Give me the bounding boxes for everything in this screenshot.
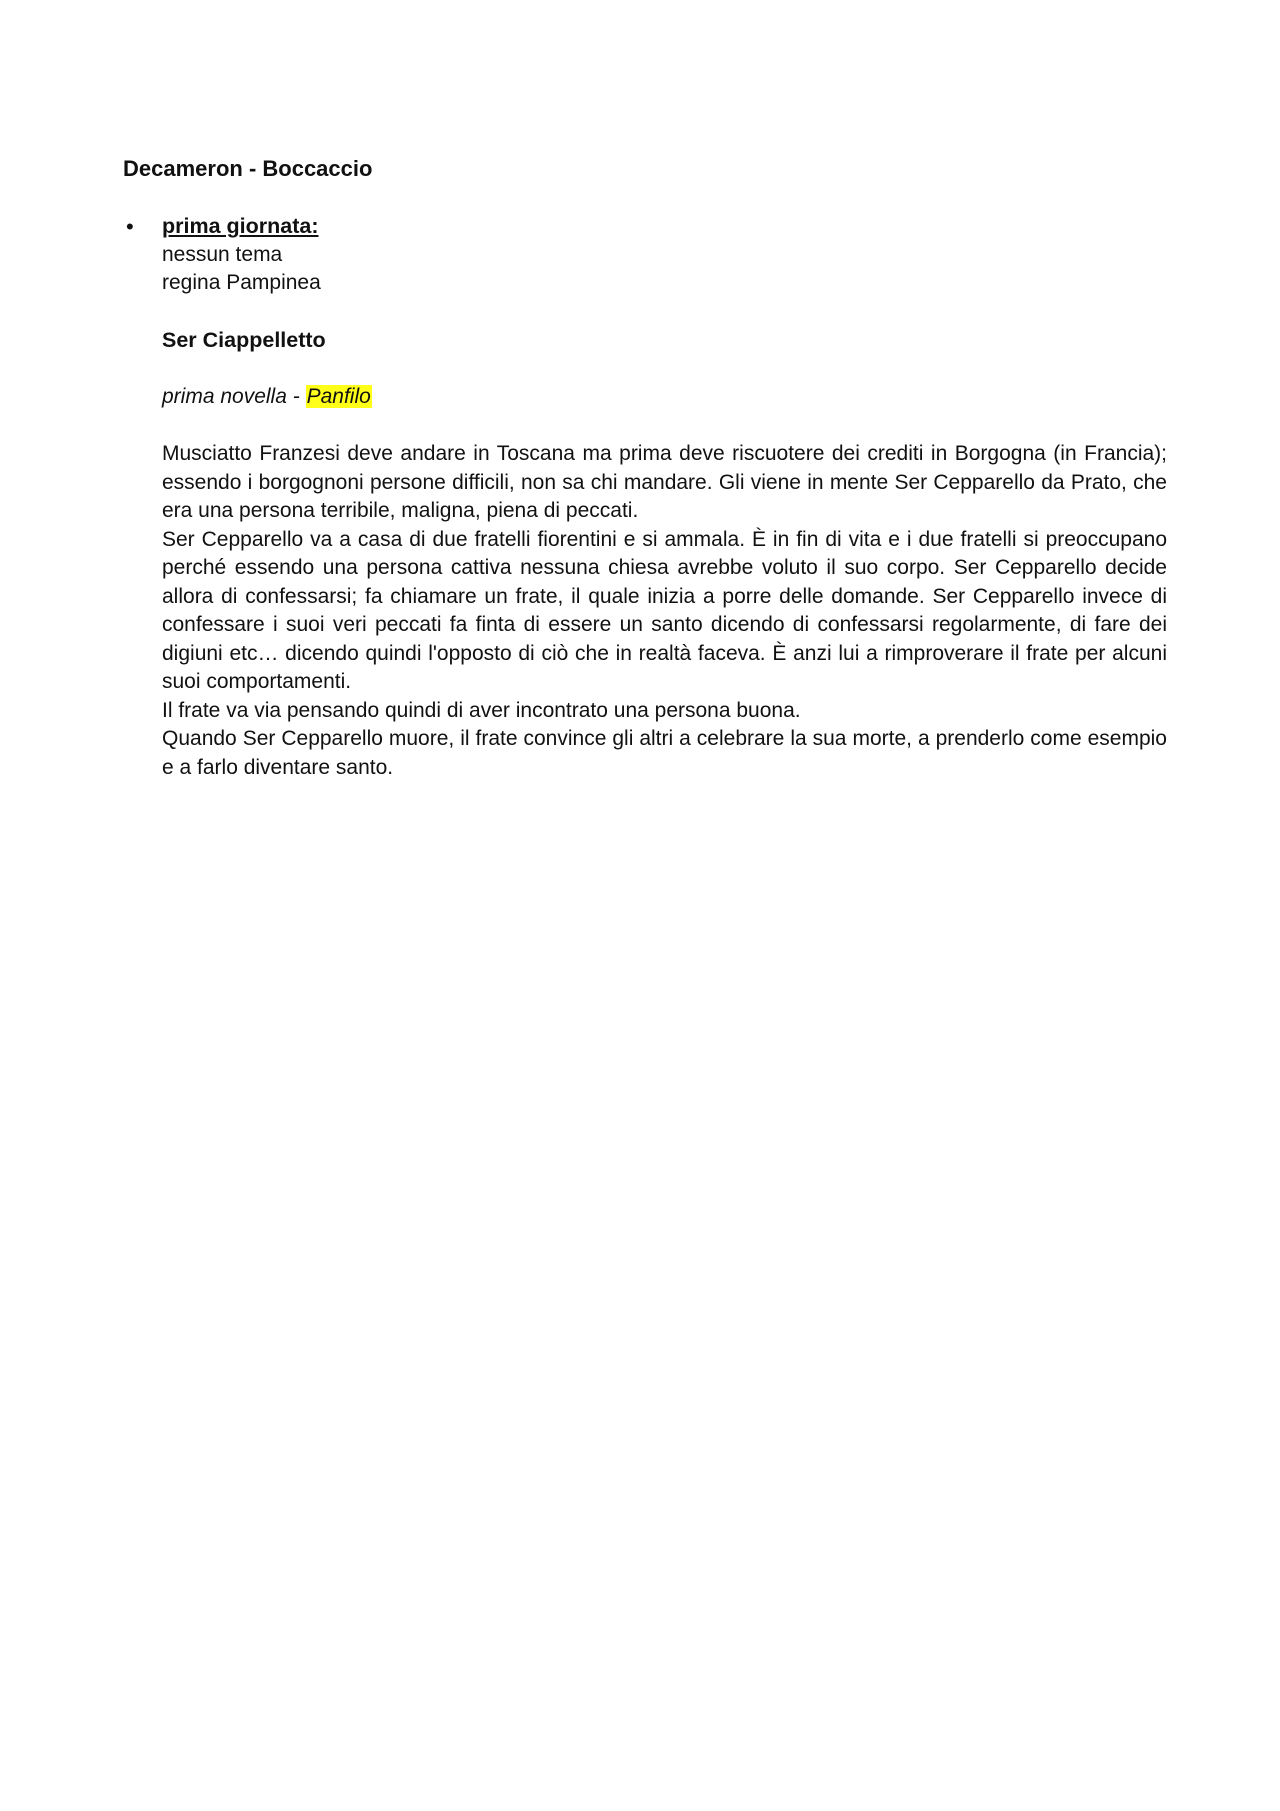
- list-item-content: [162, 212, 1167, 782]
- story-summary: [162, 440, 1167, 782]
- document-title: Decameron - Boccaccio: [123, 156, 373, 181]
- spacer: [162, 412, 1167, 441]
- summary-paragraph: Il frate va via pensando quindi di aver incontrato una persona buona.: [162, 698, 801, 722]
- day-heading: prima giornata:: [162, 214, 319, 238]
- list-bullet: •: [126, 214, 134, 239]
- summary-paragraph: Ser Cepparello va a casa di due fratelli fiorentini e si ammala. È in fin di vita e i due fratelli si preoccupano perché essendo una persona cattiva nessuna chiesa avrebbe voluto il suo corpo. Ser Cepparello decide allora di confessarsi; fa chiamare un frate, il quale inizia a porre delle domande. Ser Cepparello invece di confessare i suoi veri peccati fa finta di essere un santo dicendo di confessarsi regolarmente, di fare dei digiuni etc… dicendo quindi l'opposto di ciò che in realtà faceva. È anzi lui a rimproverare il frate per alcuni suoi comportamenti.: [162, 527, 1167, 693]
- narrator-highlight: Panfilo: [306, 385, 371, 408]
- day-queen: regina Pampinea: [162, 271, 321, 294]
- novella-label: prima novella: [162, 385, 287, 408]
- spacer: [162, 298, 1167, 327]
- story-title: Ser Ciappelletto: [162, 328, 326, 352]
- novella-separator: -: [286, 385, 306, 408]
- novella-line: [162, 383, 1167, 412]
- summary-paragraph: Quando Ser Cepparello muore, il frate convince gli altri a celebrare la sua morte, a prenderlo come esempio e a farlo diventare santo.: [162, 727, 1167, 779]
- summary-paragraph: Musciatto Franzesi deve andare in Toscana ma prima deve riscuotere dei crediti in Borgogna (in Francia); essendo i borgognoni persone difficili, non sa chi mandare. Gli viene in mente Ser Cepparello da Prato, che era una persona terribile, maligna, piena di peccati.: [162, 442, 1167, 522]
- spacer: [162, 355, 1167, 384]
- day-theme: nessun tema: [162, 242, 283, 266]
